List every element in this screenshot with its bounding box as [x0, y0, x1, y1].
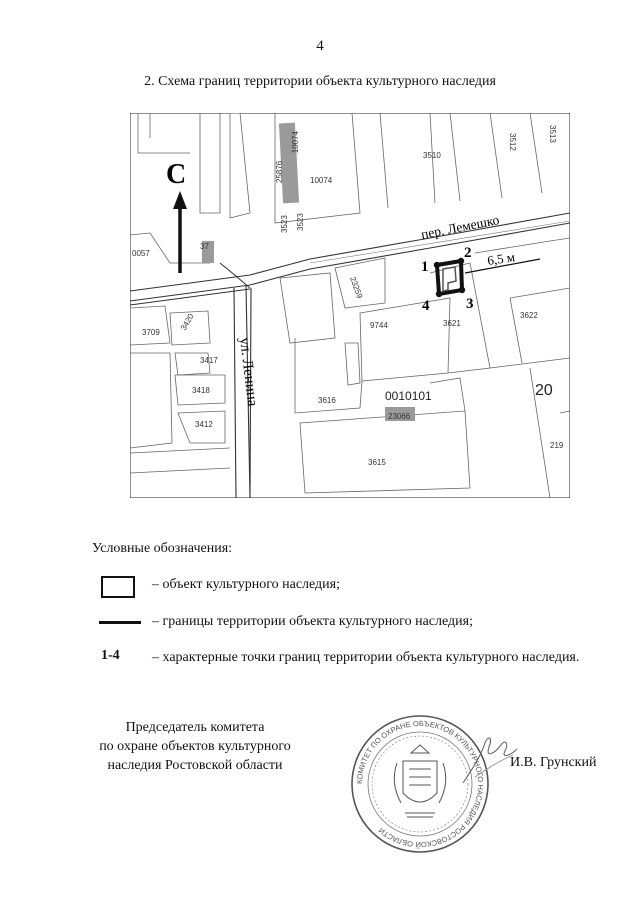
legend-points-label: – характерные точки границ территории объекта культурного наследия. — [152, 650, 580, 665]
street-lenina-label: ул. Ленина — [236, 336, 261, 408]
signatory-title-line-1: Председатель комитета — [125, 720, 265, 735]
point-marker-3 — [459, 287, 465, 293]
map-title: 2. Схема границ территории объекта культурного наследия — [144, 74, 496, 89]
parcel-0057: 0057 — [132, 249, 150, 258]
parcel-3523-b: 3523 — [296, 213, 305, 231]
legend-boundary-label: – границы территории объекта культурного наследия; — [152, 614, 473, 629]
page-number: 4 — [316, 38, 324, 54]
legend-boundary-symbol — [99, 621, 141, 624]
parcel-3709: 3709 — [142, 328, 160, 337]
point-marker-1 — [434, 262, 440, 268]
signatory-name: И.В. Грунский — [510, 755, 597, 770]
parcel-219: 219 — [550, 441, 564, 450]
parcel-3616: 3616 — [318, 396, 336, 405]
point-label-4: 4 — [422, 298, 430, 314]
point-label-3: 3 — [466, 296, 474, 312]
signatory-title-line-2: по охране объектов культурного — [99, 739, 291, 754]
parcel-37: 37 — [200, 242, 209, 251]
signatory-title — [80, 718, 310, 775]
parcel-23259: 23259 — [348, 275, 365, 300]
seal-outer-text: КОМИТЕТ ПО ОХРАНЕ ОБЪЕКТОВ КУЛЬТУРНОГО НАСЛЕДИЯ РОСТОВСКОЙ ОБЛАСТИ — [354, 718, 486, 850]
parcel-3417: 3417 — [200, 356, 218, 365]
parcel-25876: 25876 — [275, 160, 284, 183]
parcel-0010101: 0010101 — [385, 389, 432, 403]
legend-points-symbol: 1-4 — [101, 648, 120, 663]
point-label-2: 2 — [464, 245, 472, 261]
parcel-10074: 10074 — [310, 176, 333, 185]
seal-emblem — [394, 745, 445, 817]
parcel-3412: 3412 — [195, 420, 213, 429]
parcel-3510: 3510 — [423, 151, 441, 160]
parcel-3513: 3513 — [548, 125, 557, 143]
parcel-10074-vertical: 10074 — [291, 131, 300, 154]
north-label: С — [166, 159, 187, 190]
parcel-3615: 3615 — [368, 458, 386, 467]
street-lemeshko-label: пер. Лемешко — [419, 212, 501, 242]
legend-object-symbol — [101, 576, 135, 598]
parcel-3420: 3420 — [178, 312, 196, 332]
parcel-23066: 23066 — [388, 412, 411, 421]
parcel-3523-a: 3523 — [280, 215, 289, 233]
cadastral-map — [130, 113, 570, 498]
parcel-3512: 3512 — [508, 133, 517, 151]
parcel-9744: 9744 — [370, 321, 388, 330]
point-marker-4 — [436, 291, 442, 297]
parcel-3418: 3418 — [192, 386, 210, 395]
distance-label: 6,5 м — [486, 249, 516, 268]
parcel-20: 20 — [535, 382, 553, 399]
legend-heading: Условные обозначения: — [92, 541, 233, 556]
parcel-3622: 3622 — [520, 311, 538, 320]
point-label-1: 1 — [421, 259, 429, 275]
parcel-3621: 3621 — [443, 319, 461, 328]
legend-object-label: – объект культурного наследия; — [152, 577, 340, 592]
signatory-title-line-3: наследия Ростовской области — [107, 758, 283, 773]
